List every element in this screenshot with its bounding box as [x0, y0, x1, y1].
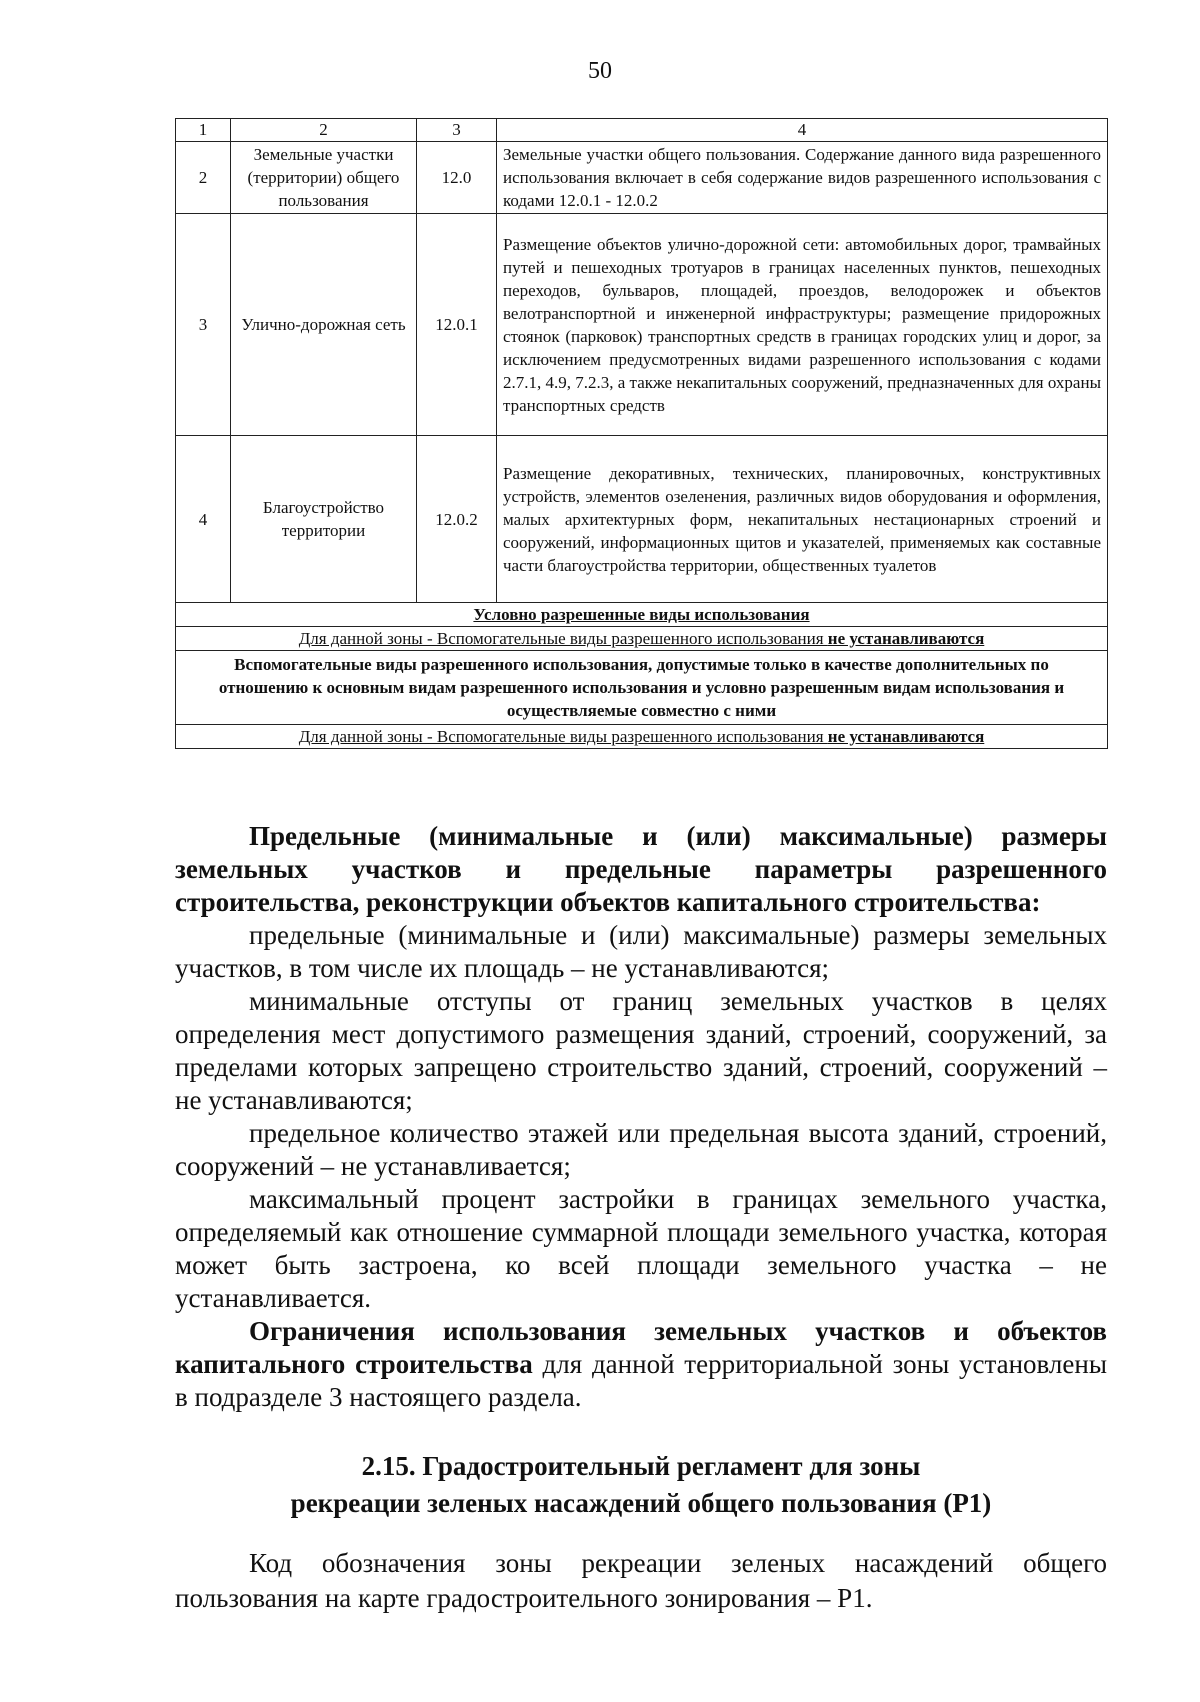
auxiliary-heading-row — [176, 651, 1108, 725]
use-type-code: 12.0 — [417, 142, 497, 214]
column-header: 2 — [231, 119, 417, 142]
column-header: 3 — [417, 119, 497, 142]
zone-code-section — [175, 1546, 1107, 1616]
note-emphasis: не устанавливаются — [827, 727, 985, 746]
column-header: 4 — [497, 119, 1108, 142]
use-type-name: Благоустройство территории — [231, 436, 417, 603]
row-number: 4 — [176, 436, 231, 603]
table-row — [176, 436, 1108, 603]
auxiliary-note-row — [176, 725, 1108, 749]
page-number: 50 — [588, 58, 612, 84]
limits-section — [175, 820, 1107, 1414]
land-use-table — [175, 118, 1108, 749]
table-row — [176, 214, 1108, 436]
row-number: 3 — [176, 214, 231, 436]
table-row — [176, 142, 1108, 214]
restrictions-paragraph — [175, 1315, 1107, 1414]
use-type-description: Земельные участки общего пользования. Содержание данного вида разрешенного использования включает в себя содержание видов разрешенного использования с кодами 12.0.1 - 12.0.2 — [497, 142, 1108, 214]
section-title-line: 2.15. Градостроительный регламент для зоны — [361, 1451, 921, 1481]
use-type-code: 12.0.2 — [417, 436, 497, 603]
use-type-description: Размещение объектов улично-дорожной сети: автомобильных дорог, трамвайных путей и пешеходных тротуаров в границах населенных пунктов, пешеходных переходов, бульваров, площадей, проездов, велодорожек и объектов велотранспортной и инженерной инфраструктуры; размещение придорожных стоянок (парковок) транспортных средств в границах городских улиц и дорог, за исключением предусмотренных видами разрешенного использования с кодами 2.7.1, 4.9, 7.2.3, а также некапитальных сооружений, предназначенных для охраны транспортных средств — [497, 214, 1108, 436]
note-text: Для данной зоны - Вспомогательные виды разрешенного использования — [298, 727, 828, 746]
limits-item: предельное количество этажей или предельная высота зданий, строений, сооружений – не устанавливается; — [175, 1118, 1107, 1181]
row-number: 2 — [176, 142, 231, 214]
section-title-line: рекреации зеленых насаждений общего пользования (Р1) — [290, 1488, 992, 1518]
conditional-uses-note — [176, 627, 1108, 651]
limits-heading: Предельные (минимальные и (или) максимальные) размеры земельных участков и предельные параметры разрешенного строительства, реконструкции объектов капитального строительства: — [175, 821, 1107, 917]
limits-item: предельные (минимальные и (или) максимальные) размеры земельных участков, в том числе их площадь – не устанавливаются; — [175, 920, 1107, 983]
use-type-name: Земельные участки (территории) общего пользования — [231, 142, 417, 214]
use-type-description: Размещение декоративных, технических, планировочных, конструктивных устройств, элементов озеленения, различных видов оборудования и оформления, малых архитектурных форм, некапитальных нестационарных строений и сооружений, информационных щитов и указателей, применяемых как составные части благоустройства территории, общественных туалетов — [497, 436, 1108, 603]
conditional-heading-row — [176, 603, 1108, 627]
note-text: Для данной зоны - Вспомогательные виды разрешенного использования — [298, 629, 828, 648]
zone-code-paragraph: Код обозначения зоны рекреации зеленых насаждений общего пользования на карте градостроительного зонирования – Р1. — [175, 1548, 1107, 1613]
conditional-note-row — [176, 627, 1108, 651]
use-type-code: 12.0.1 — [417, 214, 497, 436]
note-emphasis: не устанавливаются — [827, 629, 985, 648]
conditional-uses-heading: Условно разрешенные виды использования — [176, 603, 1108, 627]
section-title — [175, 1448, 1107, 1522]
table-header-row — [176, 119, 1108, 142]
restrictions-emphasis: Ограничения использования земельных участков и объектов капитального строительства — [175, 1316, 1107, 1379]
auxiliary-uses-note — [176, 725, 1108, 749]
column-header: 1 — [176, 119, 231, 142]
auxiliary-uses-heading: Вспомогательные виды разрешенного использования, допустимые только в качестве дополнительных по отношению к основным видам разрешенного использования и условно разрешенным видам использования и осуществляемые совместно с ними — [176, 651, 1108, 725]
limits-item: минимальные отступы от границ земельных участков в целях определения мест допустимого размещения зданий, строений, сооружений, за пределами которых запрещено строительство зданий, строений, сооружений – не устанавливаются; — [175, 986, 1107, 1115]
restrictions-text: для данной территориальной зоны установлены в подразделе 3 настоящего раздела. — [175, 1349, 1107, 1412]
use-type-name: Улично-дорожная сеть — [231, 214, 417, 436]
limits-item: максимальный процент застройки в границах земельного участка, определяемый как отношение суммарной площади земельного участка, которая может быть застроена, ко всей площади земельного участка – не устанавливается. — [175, 1184, 1107, 1313]
